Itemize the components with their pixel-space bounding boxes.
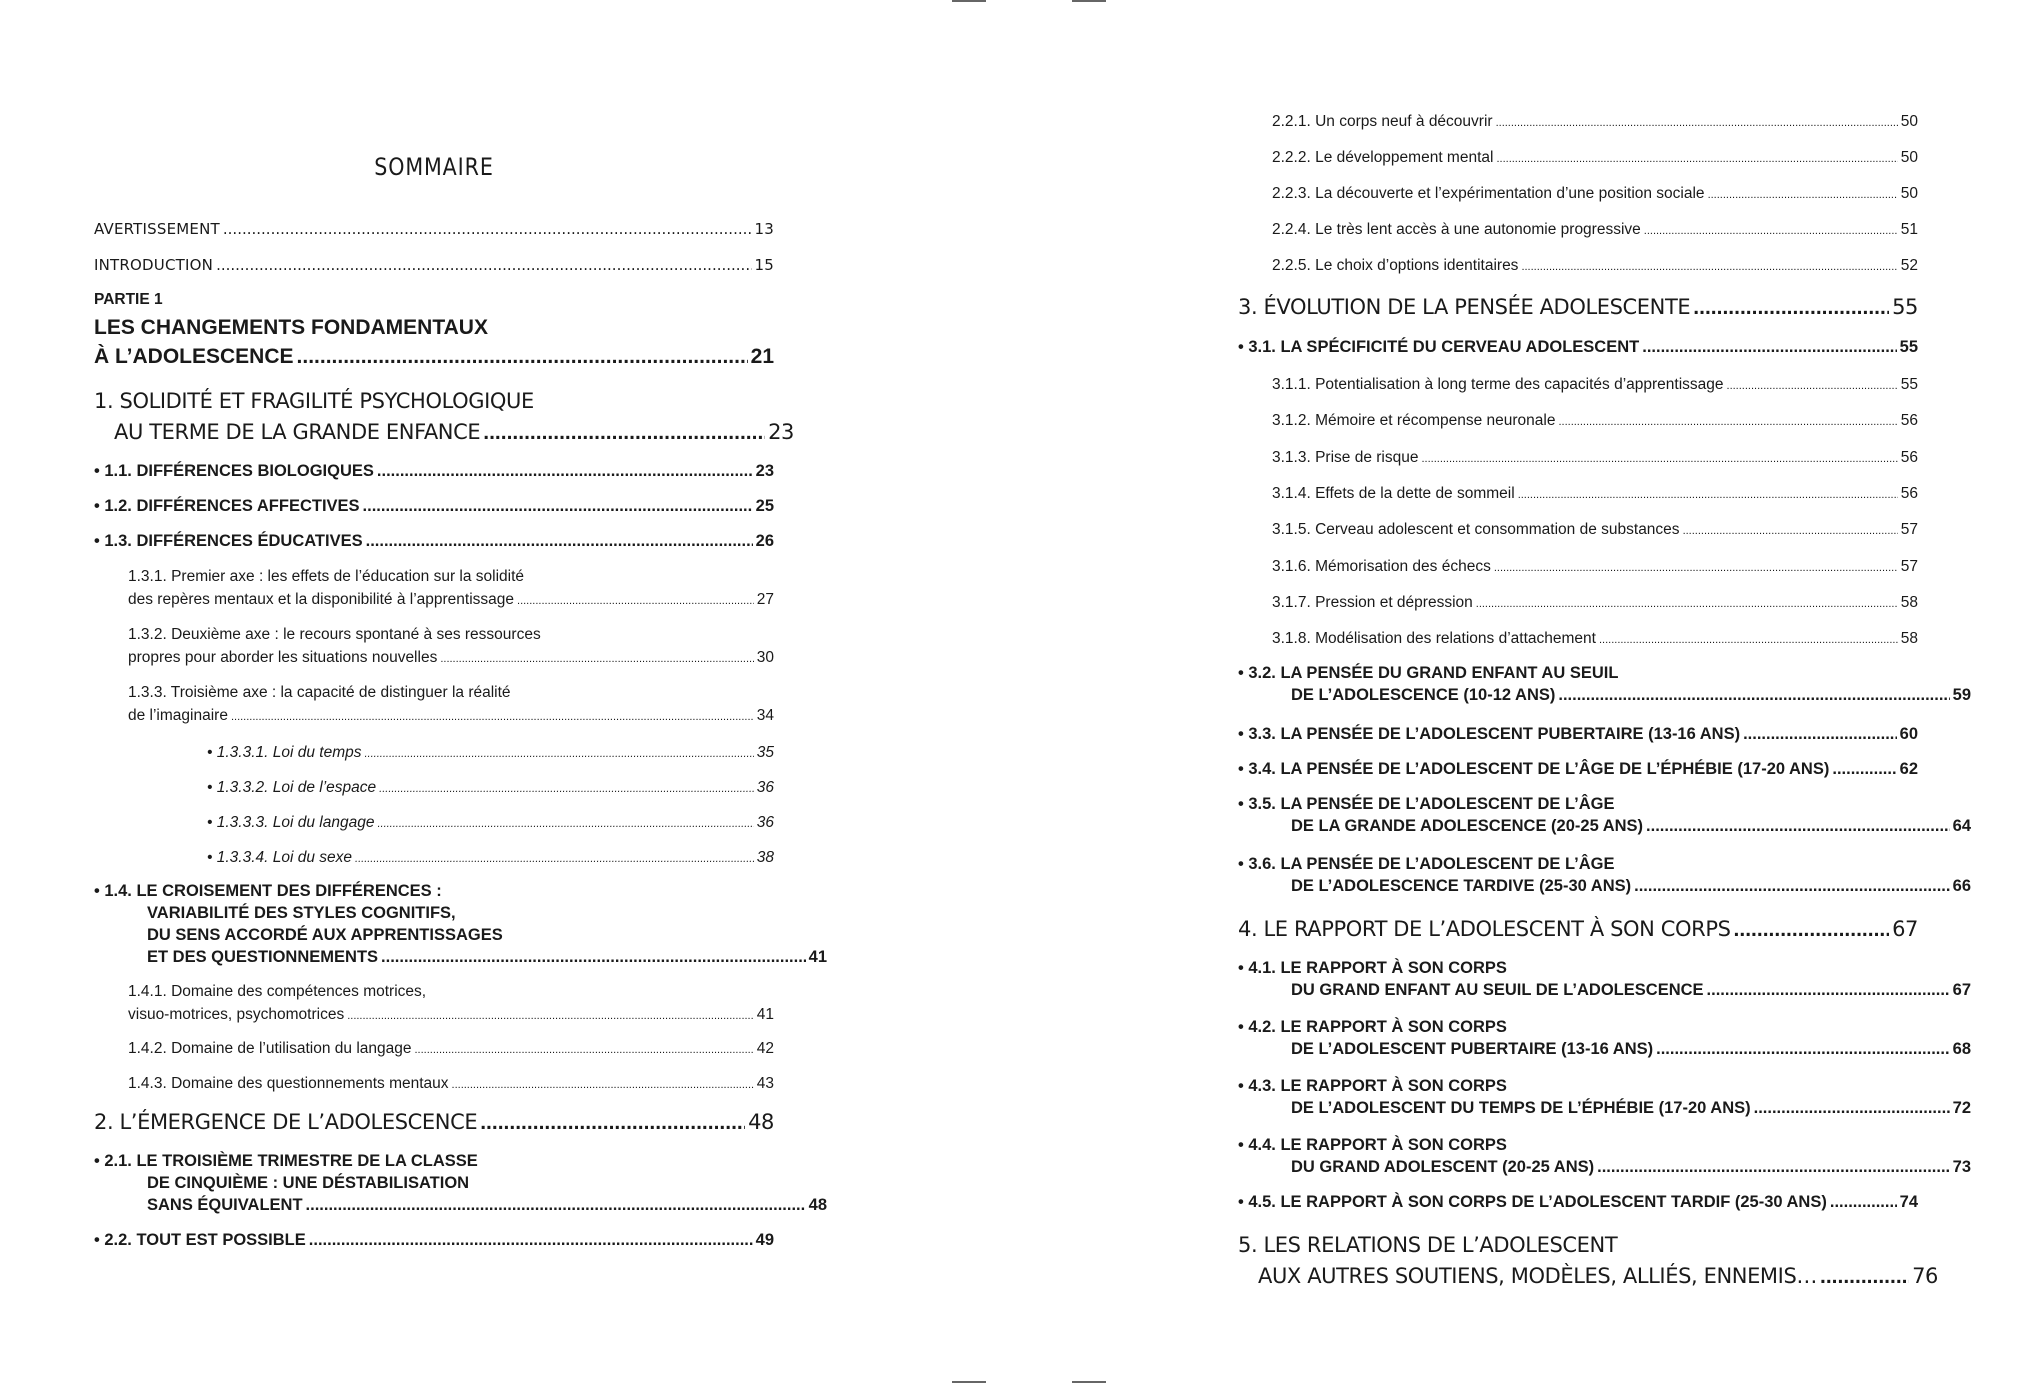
toc-entry-1-3-1[interactable]: 1.3.1. Premier axe : les effets de l’éducation sur la solidité des repères mentaux et la disponibilité à l’apprentissage ..... 27 <box>94 565 774 613</box>
toc-entry-3-4[interactable]: • 3.4. LA PENSÉE DE L’ADOLESCENT DE L’ÂGE DE L’ÉPHÉBIE (17-20 ANS) ..... 62 <box>1238 758 1918 781</box>
toc-entry-4-2[interactable]: • 4.2. LE RAPPORT À SON CORPS DE L’ADOLESCENT PUBERTAIRE (13-16 ANS) ..... 68 <box>1238 1016 1918 1060</box>
page-number: 30 <box>756 649 774 666</box>
toc-entry-3-2[interactable]: • 3.2. LA PENSÉE DU GRAND ENFANT AU SEUIL DE L’ADOLESCENCE (10-12 ANS) ..... 59 <box>1238 662 1918 706</box>
page-number: 57 <box>1900 558 1918 575</box>
page-number: 36 <box>756 779 774 796</box>
toc-entry-3-1-5[interactable]: 3.1.5. Cerveau adolescent et consommation de substances ..... 57 <box>1238 518 1918 543</box>
toc-entry-2-2-3[interactable]: 2.2.3. La découverte et l’expérimentation d’une position sociale ..... 50 <box>1238 182 1918 207</box>
page-number: 15 <box>754 256 774 274</box>
page-number: 27 <box>756 591 774 608</box>
toc-entry-1-3-2[interactable]: 1.3.2. Deuxième axe : le recours spontané à ses ressources propres pour aborder les situations nouvelles ..... 30 <box>94 623 774 671</box>
toc-entry-3-1-7[interactable]: 3.1.7. Pression et dépression ..... 58 <box>1238 591 1918 616</box>
page-number: 55 <box>1892 295 1918 319</box>
page-number: 23 <box>768 420 794 444</box>
page-number: 68 <box>1952 1040 1971 1058</box>
page-number: 41 <box>808 948 827 966</box>
crop-mark <box>1072 1381 1106 1383</box>
page-number: 36 <box>756 814 774 831</box>
toc-entry-4-1[interactable]: • 4.1. LE RAPPORT À SON CORPS DU GRAND ENFANT AU SEUIL DE L’ADOLESCENCE ..... 67 <box>1238 957 1918 1001</box>
toc-entry-1-3-3-3[interactable]: • 1.3.3.3. Loi du langage ..... 36 <box>94 811 774 836</box>
page-title: SOMMAIRE <box>374 153 494 181</box>
page-number: 23 <box>755 462 774 480</box>
page-number: 64 <box>1952 817 1971 835</box>
page-number: 34 <box>756 707 774 724</box>
toc-entry-4-3[interactable]: • 4.3. LE RAPPORT À SON CORPS DE L’ADOLESCENT DU TEMPS DE L’ÉPHÉBIE (17-20 ANS) ..... 72 <box>1238 1075 1918 1119</box>
toc-entry-1-4-1[interactable]: 1.4.1. Domaine des compétences motrices, visuo-motrices, psychomotrices ..... 41 <box>94 980 774 1028</box>
page-number: 50 <box>1900 149 1918 166</box>
partie-label: PARTIE 1 <box>94 291 163 308</box>
toc-entry-chapter-3[interactable]: 3. ÉVOLUTION DE LA PENSÉE ADOLESCENTE ..... 55 <box>1238 292 1918 323</box>
toc-entry-1-4-3[interactable]: 1.4.3. Domaine des questionnements mentaux ..... 43 <box>94 1072 774 1097</box>
toc-entry-partie-1[interactable]: LES CHANGEMENTS FONDAMENTAUX À L’ADOLESCENCE ..... 21 <box>94 313 774 371</box>
page-number: 67 <box>1892 917 1918 941</box>
page-number: 49 <box>755 1231 774 1249</box>
page-number: 41 <box>756 1006 774 1023</box>
toc-entry-3-1-8[interactable]: 3.1.8. Modélisation des relations d’attachement ..... 58 <box>1238 627 1918 652</box>
page-number: 50 <box>1900 113 1918 130</box>
page-number: 48 <box>748 1110 774 1134</box>
page-number: 38 <box>756 849 774 866</box>
page-number: 59 <box>1952 686 1971 704</box>
toc-entry-1-4[interactable]: • 1.4. LE CROISEMENT DES DIFFÉRENCES : VARIABILITÉ DES STYLES COGNITIFS, DU SENS ACCORDÉ AUX APPRENTISSAGES ET DES QUESTIONNEMENTS ..... 41 <box>94 880 774 968</box>
toc-entry-3-1-3[interactable]: 3.1.3. Prise de risque ..... 56 <box>1238 446 1918 471</box>
toc-entry-avertissement[interactable]: AVERTISSEMENT ..... 13 <box>94 220 774 238</box>
page-number: 67 <box>1952 981 1971 999</box>
toc-entry-1-4-2[interactable]: 1.4.2. Domaine de l’utilisation du langage ..... 42 <box>94 1037 774 1062</box>
page-number: 74 <box>1899 1193 1918 1211</box>
toc-entry-3-1-1[interactable]: 3.1.1. Potentialisation à long terme des capacités d’apprentissage ..... 55 <box>1238 373 1918 398</box>
page-number: 73 <box>1952 1158 1971 1176</box>
crop-mark <box>952 1381 986 1383</box>
page-number: 66 <box>1952 877 1971 895</box>
page-number: 76 <box>1912 1264 1938 1288</box>
toc-entry-2-2-5[interactable]: 2.2.5. Le choix d’options identitaires ..... 52 <box>1238 254 1918 279</box>
page-number: 26 <box>755 532 774 550</box>
crop-mark <box>952 0 986 2</box>
page-number: 55 <box>1900 376 1918 393</box>
toc-entry-2-2-1[interactable]: 2.2.1. Un corps neuf à découvrir ..... 50 <box>1238 110 1918 135</box>
toc-entry-2-2[interactable]: • 2.2. TOUT EST POSSIBLE ..... 49 <box>94 1229 774 1252</box>
page-number: 56 <box>1900 449 1918 466</box>
toc-entry-1-3[interactable]: • 1.3. DIFFÉRENCES ÉDUCATIVES ..... 26 <box>94 530 774 553</box>
toc-entry-chapter-4[interactable]: 4. LE RAPPORT DE L’ADOLESCENT À SON CORPS ..... 67 <box>1238 914 1918 945</box>
page-number: 56 <box>1900 485 1918 502</box>
toc-entry-1-2[interactable]: • 1.2. DIFFÉRENCES AFFECTIVES ..... 25 <box>94 495 774 518</box>
toc-entry-chapter-2[interactable]: 2. L’ÉMERGENCE DE L’ADOLESCENCE ..... 48 <box>94 1107 774 1138</box>
page-number: 57 <box>1900 521 1918 538</box>
toc-entry-1-3-3-4[interactable]: • 1.3.3.4. Loi du sexe ..... 38 <box>94 846 774 871</box>
toc-entry-1-3-3-1[interactable]: • 1.3.3.1. Loi du temps ..... 35 <box>94 741 774 766</box>
toc-entry-3-1-2[interactable]: 3.1.2. Mémoire et récompense neuronale ..... 56 <box>1238 409 1918 434</box>
toc-entry-chapter-1[interactable]: 1. SOLIDITÉ ET FRAGILITÉ PSYCHOLOGIQUE AU TERME DE LA GRANDE ENFANCE ..... 23 <box>94 386 774 448</box>
toc-entry-3-1[interactable]: • 3.1. LA SPÉCIFICITÉ DU CERVEAU ADOLESCENT ..... 55 <box>1238 336 1918 359</box>
toc-entry-chapter-5[interactable]: 5. LES RELATIONS DE L’ADOLESCENT AUX AUTRES SOUTIENS, MODÈLES, ALLIÉS, ENNEMIS… ..... 76 <box>1238 1230 1918 1292</box>
page-number: 58 <box>1900 594 1918 611</box>
page-number: 21 <box>750 345 774 368</box>
page-number: 58 <box>1900 630 1918 647</box>
page-number: 43 <box>756 1075 774 1092</box>
page-number: 72 <box>1952 1099 1971 1117</box>
toc-entry-3-1-4[interactable]: 3.1.4. Effets de la dette de sommeil ..... 56 <box>1238 482 1918 507</box>
toc-entry-2-1[interactable]: • 2.1. LE TROISIÈME TRIMESTRE DE LA CLASSE DE CINQUIÈME : UNE DÉSTABILISATION SANS ÉQUIVALENT ..... 48 <box>94 1150 774 1216</box>
toc-entry-2-2-2[interactable]: 2.2.2. Le développement mental ..... 50 <box>1238 146 1918 171</box>
page-number: 60 <box>1899 725 1918 743</box>
toc-entry-3-3[interactable]: • 3.3. LA PENSÉE DE L’ADOLESCENT PUBERTAIRE (13-16 ANS) ..... 60 <box>1238 723 1918 746</box>
page-number: 56 <box>1900 412 1918 429</box>
toc-entry-2-2-4[interactable]: 2.2.4. Le très lent accès à une autonomie progressive ..... 51 <box>1238 218 1918 243</box>
crop-mark <box>1072 0 1106 2</box>
toc-entry-3-1-6[interactable]: 3.1.6. Mémorisation des échecs ..... 57 <box>1238 555 1918 580</box>
page-number: 52 <box>1900 257 1918 274</box>
page-number: 50 <box>1900 185 1918 202</box>
page-number: 25 <box>755 497 774 515</box>
page-number: 51 <box>1900 221 1918 238</box>
toc-entry-3-5[interactable]: • 3.5. LA PENSÉE DE L’ADOLESCENT DE L’ÂGE DE LA GRANDE ADOLESCENCE (20-25 ANS) ..... 64 <box>1238 793 1918 837</box>
toc-entry-introduction[interactable]: INTRODUCTION ..... 15 <box>94 256 774 274</box>
page-number: 35 <box>756 744 774 761</box>
toc-entry-1-3-3-2[interactable]: • 1.3.3.2. Loi de l’espace ..... 36 <box>94 776 774 801</box>
toc-entry-4-4[interactable]: • 4.4. LE RAPPORT À SON CORPS DU GRAND ADOLESCENT (20-25 ANS) ..... 73 <box>1238 1134 1918 1178</box>
toc-entry-3-6[interactable]: • 3.6. LA PENSÉE DE L’ADOLESCENT DE L’ÂGE DE L’ADOLESCENCE TARDIVE (25-30 ANS) ..... 66 <box>1238 853 1918 897</box>
page-number: 62 <box>1899 760 1918 778</box>
page-number: 13 <box>754 220 774 238</box>
page-number: 42 <box>756 1040 774 1057</box>
page-number: 55 <box>1899 338 1918 356</box>
toc-entry-1-3-3[interactable]: 1.3.3. Troisième axe : la capacité de distinguer la réalité de l’imaginaire ..... 34 <box>94 681 774 729</box>
toc-entry-4-5[interactable]: • 4.5. LE RAPPORT À SON CORPS DE L’ADOLESCENT TARDIF (25-30 ANS) ..... 74 <box>1238 1191 1918 1214</box>
toc-entry-1-1[interactable]: • 1.1. DIFFÉRENCES BIOLOGIQUES ..... 23 <box>94 460 774 483</box>
page-number: 48 <box>808 1196 827 1214</box>
